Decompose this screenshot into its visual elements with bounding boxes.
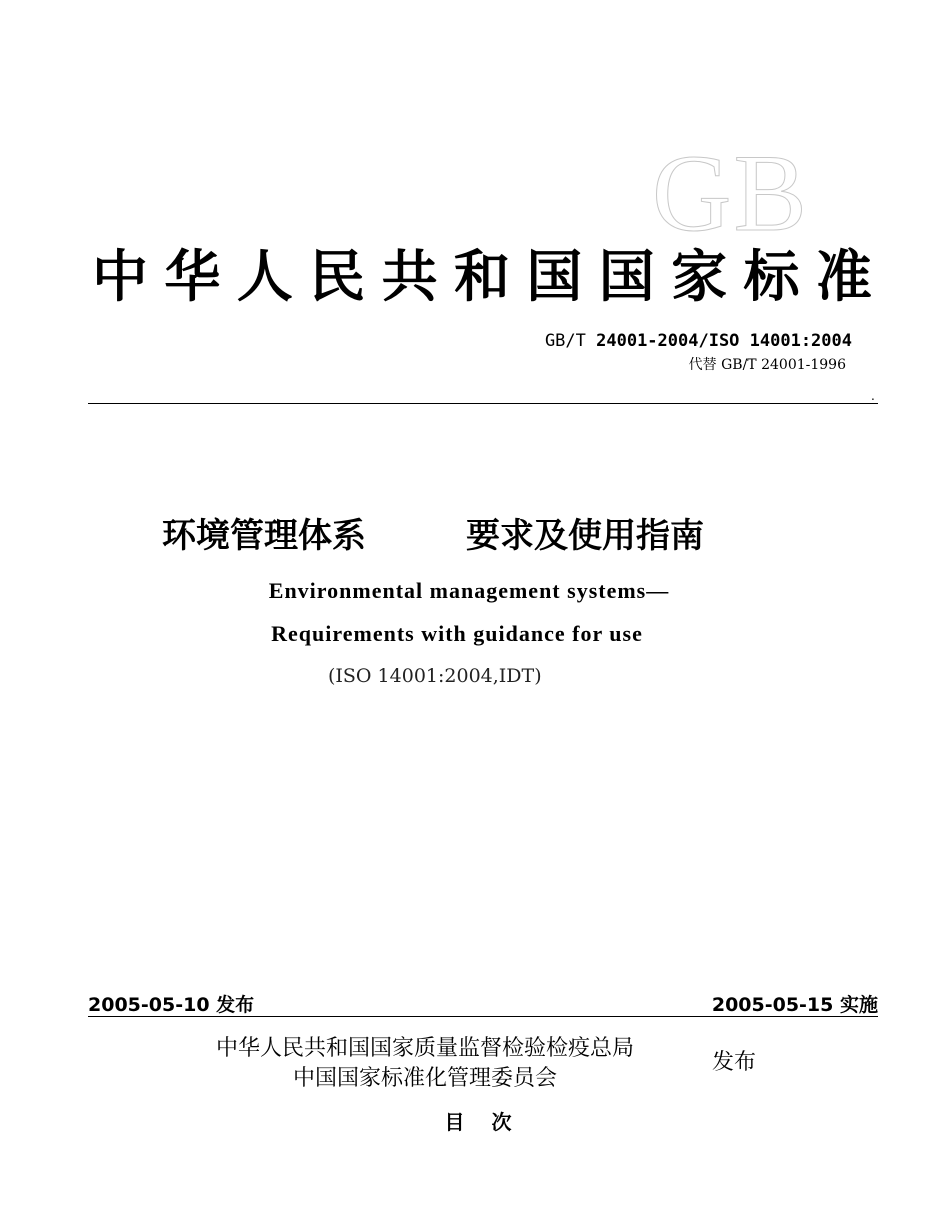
toc-heading: 目 次	[444, 1110, 522, 1134]
title-char: 华	[164, 244, 221, 310]
chinese-title-part1: 环境管理体系	[162, 516, 366, 556]
issuer-line-2: 中国国家标准化管理委员会	[292, 1066, 557, 1091]
document-main-title	[92, 245, 872, 309]
standard-number	[545, 330, 852, 352]
title-char: 共	[381, 244, 438, 310]
bottom-divider	[88, 1016, 878, 1017]
title-char: 准	[815, 244, 872, 310]
iso-reference: (ISO 14001:2004,IDT)	[328, 665, 542, 687]
issue-date: 2005-05-10 发布	[88, 994, 255, 1016]
title-char: 国	[526, 244, 583, 310]
chinese-title	[162, 513, 704, 559]
gb-logo: GB	[652, 132, 809, 254]
standard-prefix: GB/T	[544, 331, 597, 351]
chinese-title-part2: 要求及使用指南	[466, 516, 704, 556]
title-char: 家	[671, 244, 728, 310]
publish-label: 发布	[712, 1050, 757, 1075]
title-char: 人	[236, 244, 293, 310]
title-char: 中	[92, 244, 148, 310]
title-char: 民	[309, 244, 366, 310]
issuing-authorities	[170, 1034, 680, 1094]
top-divider	[88, 403, 878, 404]
english-title-line2: Requirements with guidance for use	[271, 621, 643, 646]
replaces-standard: 代替 GB/T 24001-1996	[688, 357, 846, 373]
standard-code: 24001-2004/ISO 14001:2004	[596, 331, 852, 351]
rule-mark: .	[871, 389, 875, 403]
title-char: 国	[598, 244, 655, 310]
title-char: 和	[453, 244, 510, 310]
english-title-line1: Environmental management systems—	[268, 578, 670, 603]
effective-date: 2005-05-15 实施	[711, 994, 878, 1016]
issuer-line-1: 中华人民共和国国家质量监督检验检疫总局	[215, 1036, 634, 1061]
title-char: 标	[743, 244, 800, 310]
